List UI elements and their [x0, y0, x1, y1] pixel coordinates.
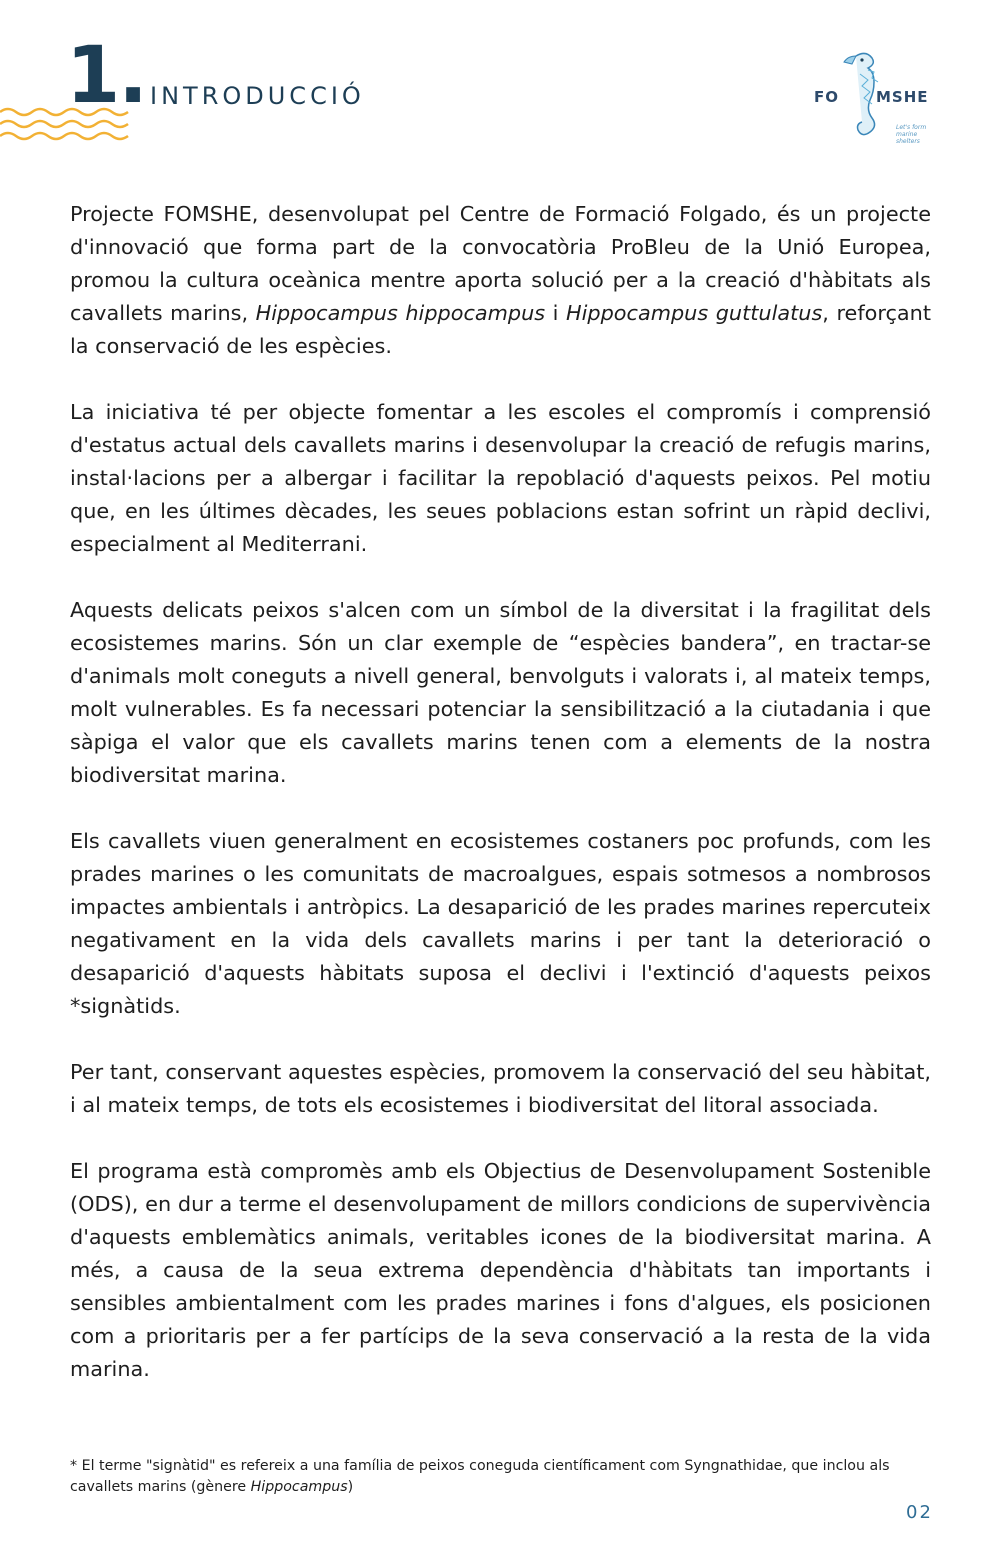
section-title: INTRODUCCIÓ	[150, 82, 365, 110]
main-content	[70, 198, 931, 1419]
paragraph-2: La iniciativa té per objecte fomentar a les escoles el compromís i comprensió d'estatus actual dels cavallets marins i desenvolupar la creació de refugis marins, instal·lacions per a albergar i facilitar la repoblació d'aquests peixos. Pel motiu que, en les últimes dècades, les seues poblacions estan sofrint un ràpid declivi, especialment al Mediterrani.	[70, 400, 931, 556]
footnote: * El terme "signàtid" es refereix a una família de peixos coneguda científicament com Syngnathidae, que inclou als cavallets marins (gènere Hippocampus)	[70, 1458, 890, 1495]
page-number: 02	[906, 1502, 933, 1523]
logo-text-right: MSHE	[876, 88, 929, 106]
section-number: 1.	[66, 31, 146, 121]
paragraph-6: El programa està compromès amb els Objectius de Desenvolupament Sostenible (ODS), en dur a terme el desenvolupament de millors condicions de supervivència d'aquests emblemàtics animals, veritables icones de la biodiversitat marina. A més, a causa de la seua extrema dependència d'hàbitats tan importants i sensibles ambientalment com les prades marines i fons d'algues, els posicionen com a prioritaris per a fer partícips de la seva conservació a la resta de la vida marina.	[70, 1159, 931, 1381]
paragraph-4: Els cavallets viuen generalment en ecosistemes costaners poc profunds, com les prades marines o les comunitats de macroalgues, espais sotmesos a nombrosos impactes ambientals i antròpics. La desaparició de les prades marines repercuteix negativament en la vida dels cavallets marins i per tant la deterioració o desaparició d'aquests hàbitats suposa el declivi i l'extinció d'aquests peixos *signàtids.	[70, 829, 931, 1018]
logo-text-left: FO	[814, 88, 839, 106]
genus-name: Hippocampus	[250, 1479, 348, 1495]
waves-decoration-icon	[0, 106, 135, 146]
logo-tagline: Let's form marine shelters	[896, 124, 927, 145]
species-name: Hippocampus guttulatus	[565, 301, 823, 325]
paragraph-3: Aquests delicats peixos s'alcen com un símbol de la diversitat i la fragilitat dels ecosistemes marins. Són un clar exemple de “espècies bandera”, en tractar-se d'animals molt coneguts a nivell general, benvolguts i valorats i, al mateix temps, molt vulnerables. Es fa necessari potenciar la sensibilització a la ciutadania i que sàpiga el valor que els cavallets marins tenen com a elements de la nostra biodiversitat marina.	[70, 598, 931, 787]
paragraph-5: Per tant, conservant aquestes espècies, promovem la conservació del seu hàbitat, i al mateix temps, de tots els ecosistemes i biodiversitat del litoral associada.	[70, 1060, 931, 1117]
page-header	[0, 0, 1000, 170]
fomshe-logo	[812, 50, 932, 146]
paragraph-1: Projecte FOMSHE, desenvolupat pel Centre de Formació Folgado, és un projecte d'innovació que forma part de la convocatòria ProBleu de la Unió Europea, promou la cultura oceànica mentre aporta solució per a la creació d'hàbitats als cavallets marins, Hippocampus hippocampus i Hippocampus guttulatus, reforçant la conservació de les espècies.	[70, 202, 931, 358]
species-name: Hippocampus hippocampus	[255, 301, 546, 325]
